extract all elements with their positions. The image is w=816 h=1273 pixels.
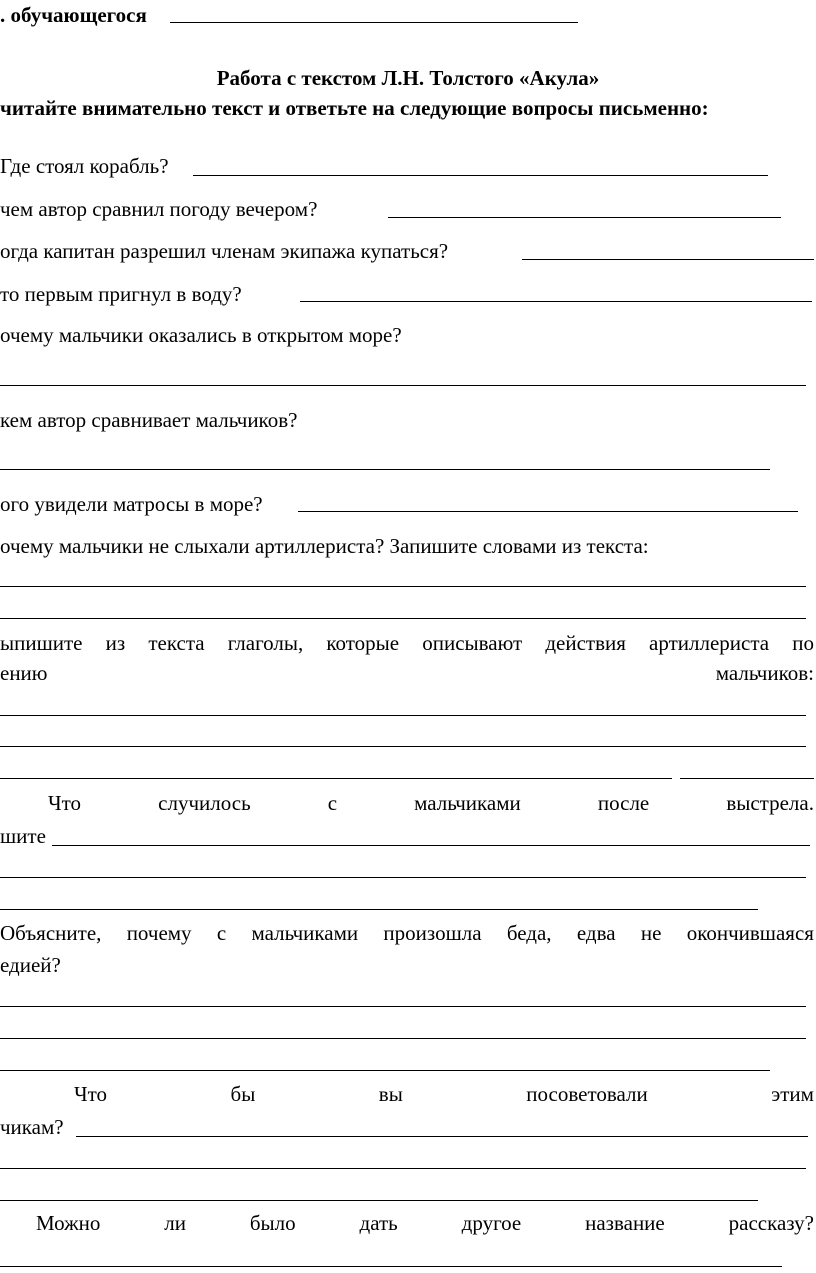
question-10-line-2: шите bbox=[0, 824, 46, 848]
instructions: читайте внимательно текст и ответьте на следующие вопросы письменно: bbox=[0, 96, 709, 120]
answer-line-3[interactable] bbox=[522, 259, 814, 260]
student-name-label: . обучающегося bbox=[0, 3, 147, 27]
question-10-word: после bbox=[597, 791, 650, 815]
question-10-word: случилось bbox=[158, 791, 251, 815]
answer-line-9d[interactable] bbox=[680, 778, 814, 779]
answer-line-11a[interactable] bbox=[0, 1006, 806, 1007]
answer-line-12c[interactable] bbox=[0, 1200, 758, 1201]
question-10-word: мальчиками bbox=[414, 791, 521, 815]
question-5: очему мальчики оказались в открытом море? bbox=[0, 323, 402, 347]
answer-line-13a[interactable] bbox=[0, 1266, 782, 1267]
question-11-word: почему bbox=[126, 921, 192, 945]
question-4: то первым пригнул в воду? bbox=[0, 282, 242, 306]
question-12-word: вы bbox=[378, 1082, 403, 1106]
question-10-line-1 bbox=[48, 790, 814, 816]
answer-line-11b[interactable] bbox=[0, 1038, 806, 1039]
question-9-line-2-left: ению bbox=[0, 661, 48, 685]
student-name-line[interactable] bbox=[170, 22, 578, 23]
answer-line-1[interactable] bbox=[193, 175, 768, 176]
answer-line-12b[interactable] bbox=[0, 1168, 806, 1169]
question-11-line-2: едией? bbox=[0, 953, 61, 977]
question-2: чем автор сравнил погоду вечером? bbox=[0, 197, 318, 221]
answer-line-8a[interactable] bbox=[0, 586, 806, 587]
question-10-word: Что bbox=[48, 791, 82, 815]
question-11-word: беда, bbox=[506, 921, 552, 945]
question-13-word: название bbox=[585, 1211, 665, 1235]
question-9-word: артиллериста bbox=[649, 631, 770, 655]
question-11-word: окончившаяся bbox=[686, 921, 814, 945]
question-11-word: с bbox=[216, 921, 227, 945]
question-9-word: ыпишите bbox=[0, 631, 83, 655]
question-8: очему мальчики не слыхали артиллериста? Запишите словами из текста: bbox=[0, 534, 649, 558]
question-9-word: глаголы, bbox=[227, 631, 304, 655]
question-9-line-1 bbox=[0, 630, 814, 656]
page-title: Работа с текстом Л.Н. Толстого «Акула» bbox=[216, 66, 600, 90]
question-11-word: произошла bbox=[383, 921, 482, 945]
question-12-word: бы bbox=[230, 1082, 256, 1106]
answer-line-6[interactable] bbox=[0, 469, 770, 470]
question-9-word: по bbox=[792, 631, 814, 655]
question-11-word: едва bbox=[576, 921, 616, 945]
question-12-line-2: чикам? bbox=[0, 1115, 64, 1139]
question-13-word: Можно bbox=[36, 1211, 101, 1235]
answer-line-2[interactable] bbox=[388, 217, 781, 218]
question-13-word: другое bbox=[461, 1211, 522, 1235]
answer-line-5[interactable] bbox=[0, 385, 806, 386]
question-11-word: мальчиками bbox=[251, 921, 359, 945]
question-9-line-2-right: мальчиков: bbox=[715, 661, 814, 685]
question-11-word: Объясните, bbox=[0, 921, 102, 945]
question-9-word: из bbox=[105, 631, 126, 655]
question-12-line-1 bbox=[74, 1081, 814, 1107]
answer-line-8b[interactable] bbox=[0, 618, 806, 619]
question-12-word: Что bbox=[74, 1082, 108, 1106]
question-7: ого увидели матросы в море? bbox=[0, 492, 263, 516]
answer-line-7[interactable] bbox=[298, 511, 798, 512]
answer-line-4[interactable] bbox=[300, 301, 812, 302]
question-1: Где стоял корабль? bbox=[0, 154, 169, 178]
answer-line-9c[interactable] bbox=[0, 778, 672, 779]
question-6: кем автор сравнивает мальчиков? bbox=[0, 408, 298, 432]
answer-line-12a[interactable] bbox=[76, 1136, 808, 1137]
answer-line-9b[interactable] bbox=[0, 746, 806, 747]
question-13-word: было bbox=[249, 1211, 296, 1235]
question-13-word: дать bbox=[359, 1211, 398, 1235]
question-13-word: рассказу? bbox=[728, 1211, 814, 1235]
question-12-word: посоветовали bbox=[526, 1082, 648, 1106]
question-9-word: описывают bbox=[422, 631, 523, 655]
question-9-word: действия bbox=[545, 631, 626, 655]
question-12-word: этим bbox=[771, 1082, 814, 1106]
question-13-word: ли bbox=[164, 1211, 186, 1235]
question-9-word: которые bbox=[326, 631, 400, 655]
question-3: огда капитан разрешил членам экипажа купаться? bbox=[0, 239, 449, 263]
question-13-line-1 bbox=[36, 1210, 814, 1236]
question-10-word: выстрела. bbox=[726, 791, 814, 815]
answer-line-10c[interactable] bbox=[0, 909, 758, 910]
question-10-word: с bbox=[327, 791, 338, 815]
question-9-word: текста bbox=[148, 631, 205, 655]
question-11-word: не bbox=[640, 921, 662, 945]
answer-line-10b[interactable] bbox=[0, 877, 806, 878]
answer-line-9a[interactable] bbox=[0, 715, 806, 716]
question-11-line-1 bbox=[0, 920, 814, 946]
answer-line-10a[interactable] bbox=[52, 845, 810, 846]
answer-line-11c[interactable] bbox=[0, 1070, 770, 1071]
